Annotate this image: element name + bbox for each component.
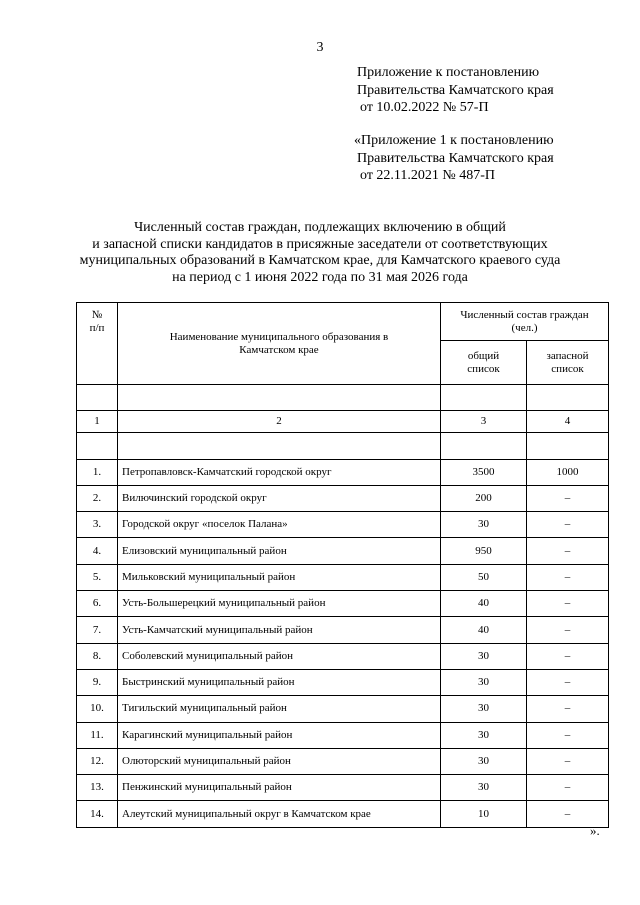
row-reserve-count: – xyxy=(527,591,609,617)
header-name-line2: Камчатском крае xyxy=(239,344,319,356)
row-reserve-count: – xyxy=(527,775,609,801)
row-name: Петропавловск-Камчатский городской округ xyxy=(118,459,441,485)
row-general-count: 30 xyxy=(441,696,527,722)
row-general-count: 3500 xyxy=(441,459,527,485)
header-general-cell xyxy=(441,341,527,385)
title-line: Численный состав граждан, подлежащих включению в общий xyxy=(134,220,506,235)
document-title xyxy=(40,220,600,286)
row-number: 6. xyxy=(77,591,118,617)
appendix-original xyxy=(354,132,554,185)
row-number: 12. xyxy=(77,748,118,774)
row-general-count: 30 xyxy=(441,643,527,669)
table-row xyxy=(77,512,609,538)
table-gap xyxy=(77,433,609,459)
row-reserve-count: – xyxy=(527,669,609,695)
row-number: 5. xyxy=(77,564,118,590)
header-general-line1: общий xyxy=(467,349,500,362)
title-line: муниципальных образований в Камчатском крае, для Камчатского краевого суда xyxy=(79,253,561,268)
table-header-row xyxy=(77,303,609,341)
appendix-original-line: от 22.11.2021 № 487-П xyxy=(360,168,496,183)
title-line: и запасной списки кандидатов в присяжные заседатели от соответствующих xyxy=(92,236,548,252)
row-reserve-count: – xyxy=(527,617,609,643)
header-group-cell xyxy=(441,303,609,341)
header-reserve-line1: запасной xyxy=(546,349,589,362)
row-reserve-count: – xyxy=(527,512,609,538)
appendix-current-line: от 10.02.2022 № 57-П xyxy=(360,100,489,115)
row-number: 13. xyxy=(77,775,118,801)
row-number: 4. xyxy=(77,538,118,564)
row-general-count: 40 xyxy=(441,617,527,643)
table-row xyxy=(77,485,609,511)
row-reserve-count: – xyxy=(527,538,609,564)
header-general-line2: список xyxy=(467,362,500,375)
column-number: 2 xyxy=(118,411,441,433)
row-name: Олюторский муниципальный район xyxy=(118,748,441,774)
row-number: 1. xyxy=(77,459,118,485)
row-number: 2. xyxy=(77,485,118,511)
row-general-count: 40 xyxy=(441,591,527,617)
column-number-row xyxy=(77,411,609,433)
row-name: Городской округ «поселок Палана» xyxy=(118,512,441,538)
row-name: Быстринский муниципальный район xyxy=(118,669,441,695)
row-name: Алеутский муниципальный округ в Камчатском крае xyxy=(118,801,441,827)
row-reserve-count: – xyxy=(527,485,609,511)
row-number: 3. xyxy=(77,512,118,538)
appendix-current-line: Приложение к постановлению xyxy=(357,65,540,80)
row-number: 11. xyxy=(77,722,118,748)
row-name: Мильковский муниципальный район xyxy=(118,564,441,590)
column-number: 4 xyxy=(527,411,609,433)
row-number: 9. xyxy=(77,669,118,695)
row-reserve-count: – xyxy=(527,696,609,722)
table-row xyxy=(77,591,609,617)
row-reserve-count: – xyxy=(527,564,609,590)
row-general-count: 30 xyxy=(441,775,527,801)
jurors-table xyxy=(76,302,609,828)
page-number: 3 xyxy=(316,40,324,55)
header-reserve-line2: список xyxy=(551,362,584,375)
table-row xyxy=(77,538,609,564)
table-row xyxy=(77,696,609,722)
column-number: 1 xyxy=(77,411,118,433)
row-name: Тигильский муниципальный район xyxy=(118,696,441,722)
table-row xyxy=(77,748,609,774)
column-number: 3 xyxy=(441,411,527,433)
table-row xyxy=(77,801,609,827)
row-reserve-count: – xyxy=(527,748,609,774)
header-name-line1: Наименование муниципального образования в xyxy=(169,331,389,343)
row-reserve-count: – xyxy=(527,801,609,827)
header-reserve-cell xyxy=(527,341,609,385)
row-name: Пенжинский муниципальный район xyxy=(118,775,441,801)
title-line: на период с 1 июня 2022 года по 31 мая 2026 года xyxy=(172,269,468,285)
row-number: 7. xyxy=(77,617,118,643)
header-name-cell xyxy=(118,303,441,385)
row-general-count: 200 xyxy=(441,485,527,511)
row-name: Усть-Камчатский муниципальный район xyxy=(118,617,441,643)
closing-quote: ». xyxy=(590,823,600,838)
row-name: Вилючинский городской округ xyxy=(118,485,441,511)
row-number: 14. xyxy=(77,801,118,827)
table-gap xyxy=(77,385,609,411)
table-row xyxy=(77,775,609,801)
row-name: Усть-Большерецкий муниципальный район xyxy=(118,591,441,617)
table-row xyxy=(77,722,609,748)
row-general-count: 950 xyxy=(441,538,527,564)
row-name: Соболевский муниципальный район xyxy=(118,643,441,669)
header-group-line2: (чел.) xyxy=(511,321,538,334)
row-reserve-count: – xyxy=(527,722,609,748)
row-number: 10. xyxy=(77,696,118,722)
row-general-count: 30 xyxy=(441,748,527,774)
table-row xyxy=(77,564,609,590)
row-reserve-count: – xyxy=(527,643,609,669)
row-general-count: 30 xyxy=(441,512,527,538)
table-row xyxy=(77,617,609,643)
appendix-original-line: «Приложение 1 к постановлению xyxy=(354,133,554,148)
table-row xyxy=(77,459,609,485)
table-row xyxy=(77,669,609,695)
row-number: 8. xyxy=(77,643,118,669)
row-general-count: 50 xyxy=(441,564,527,590)
appendix-current xyxy=(357,64,554,117)
header-num-line1: № xyxy=(91,309,103,321)
table-body xyxy=(77,459,609,827)
row-general-count: 30 xyxy=(441,722,527,748)
appendix-original-line: Правительства Камчатского края xyxy=(357,150,554,166)
row-reserve-count: 1000 xyxy=(527,459,609,485)
row-name: Елизовский муниципальный район xyxy=(118,538,441,564)
row-general-count: 10 xyxy=(441,801,527,827)
header-group-line1: Численный состав граждан xyxy=(460,308,589,321)
header-num-cell xyxy=(77,303,118,385)
row-name: Карагинский муниципальный район xyxy=(118,722,441,748)
appendix-current-line: Правительства Камчатского края xyxy=(357,82,554,98)
table-row xyxy=(77,643,609,669)
header-num-line2: п/п xyxy=(89,322,105,334)
row-general-count: 30 xyxy=(441,669,527,695)
